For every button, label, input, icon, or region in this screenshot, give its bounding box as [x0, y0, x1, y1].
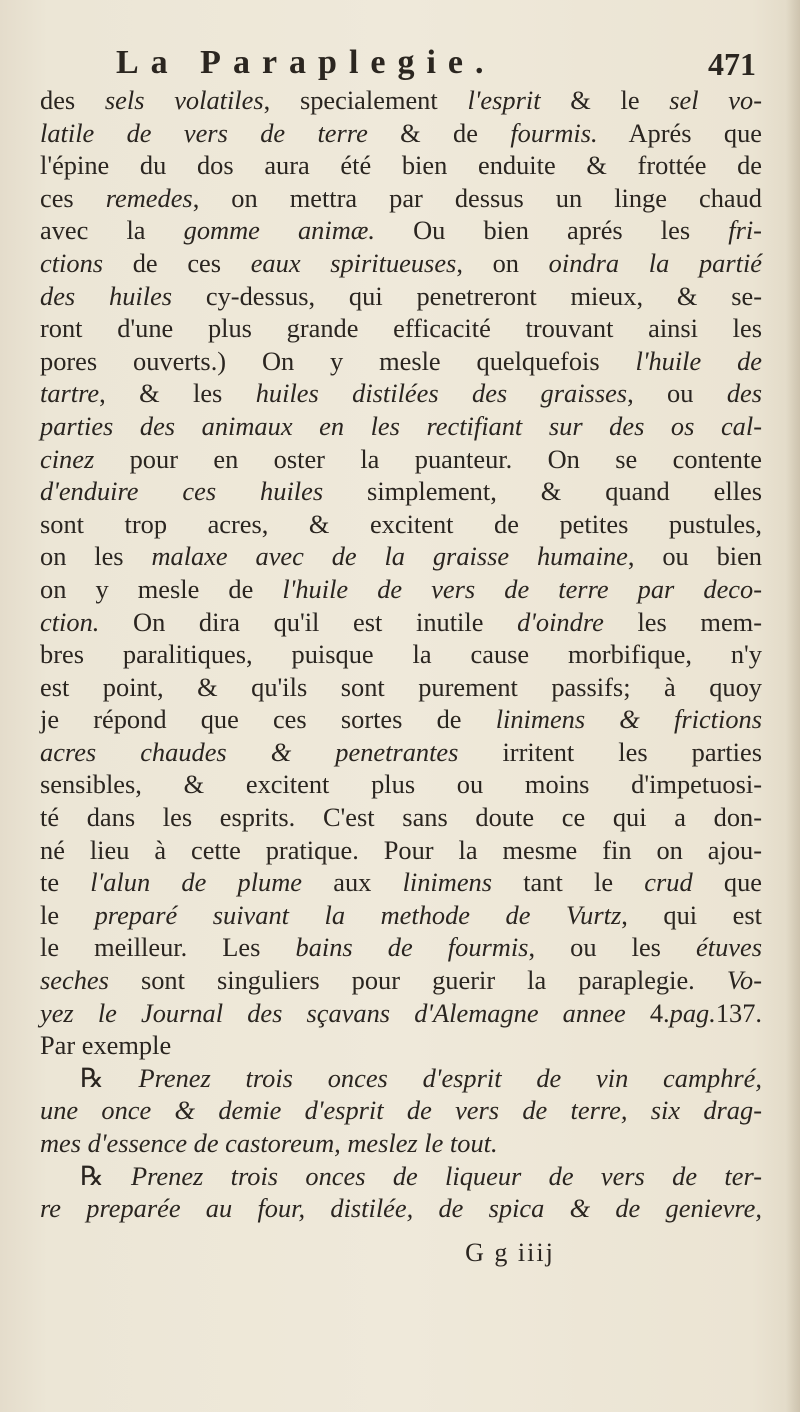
italic-text: Vo-: [726, 965, 762, 996]
italic-text: l'huile de vers de terre par deco-: [282, 573, 762, 604]
text-line: [40, 964, 762, 997]
roman-text: pour en oster la puanteur. On se contente: [94, 443, 762, 474]
italic-text: linimens: [402, 867, 492, 898]
italic-text: fri-: [728, 215, 762, 246]
roman-text: sont trop acres, & excitent de petites pustules,: [40, 508, 762, 539]
roman-text: le: [40, 899, 95, 930]
italic-text: d'enduire ces huiles: [40, 476, 324, 507]
italic-text: mes d'essence de castoreum, meslez le tout.: [40, 1128, 498, 1158]
text-line: [40, 768, 762, 801]
roman-text: , ou les: [528, 932, 697, 963]
italic-text: des huiles: [40, 280, 173, 311]
paragraph: [40, 84, 762, 1225]
roman-text: Par exemple: [40, 1030, 172, 1061]
italic-text: oindra la partié: [548, 247, 762, 278]
roman-text: , & les: [99, 378, 256, 409]
text-line: [40, 638, 762, 671]
italic-text: crud: [644, 867, 693, 898]
italic-text: pag.: [669, 997, 716, 1028]
roman-text: sensibles, & excitent plus ou moins d'impetuosi-: [40, 769, 762, 800]
italic-text: sels volatiles: [104, 85, 264, 115]
roman-text: Aprés que: [597, 117, 762, 148]
text-line: [40, 1094, 762, 1127]
roman-text: on les: [40, 541, 152, 572]
roman-text: des: [40, 85, 105, 115]
roman-text: ℞: [80, 1062, 139, 1093]
text-line: [40, 508, 762, 541]
roman-text: , on: [456, 247, 549, 278]
text-line: [40, 149, 762, 182]
text-line: [40, 1062, 762, 1095]
text-line: [40, 443, 762, 476]
italic-text: cinez: [40, 443, 95, 474]
body-text: [40, 84, 762, 1225]
roman-text: , qui est: [621, 899, 762, 930]
text-line: [40, 182, 762, 215]
italic-text: l'alun de plume: [90, 867, 303, 898]
italic-text: parties des animaux en les rectifiant sur des os cal-: [40, 410, 762, 441]
page-edge-shadow: [786, 0, 800, 1412]
text-line: [40, 280, 762, 313]
roman-text: de ces: [103, 247, 251, 278]
italic-text: ctions: [40, 247, 104, 278]
roman-text: ront d'une plus grande efficacité trouvant ainsi les: [40, 313, 762, 344]
signature-mark: G g iiij: [465, 1238, 555, 1267]
roman-text: te: [40, 867, 91, 898]
italic-text: re preparée au four, distilée, de spica & de genievre,: [40, 1193, 762, 1224]
italic-text: seches: [40, 965, 109, 996]
text-line: [40, 410, 762, 443]
roman-text: né lieu à cette pratique. Pour la mesme fin on ajou-: [40, 834, 762, 865]
roman-text: , on mettra par dessus un linge chaud: [192, 182, 762, 213]
roman-text: est point, & qu'ils sont purement passifs; à quoy: [40, 671, 762, 702]
italic-text: eaux spiritueuses: [250, 247, 457, 278]
roman-text: tant le: [492, 867, 645, 898]
italic-text: d'oindre: [517, 606, 604, 637]
text-line: [40, 997, 762, 1030]
page-header: [40, 42, 760, 86]
text-line: [40, 834, 762, 867]
roman-text: & de: [367, 117, 511, 148]
italic-text: preparé suivant la methode de Vurtz: [94, 899, 622, 930]
italic-text: ction.: [40, 606, 100, 637]
roman-text: irritent les parties: [458, 736, 762, 767]
roman-text: l'épine du dos aura été bien enduite & frottée de: [40, 150, 762, 181]
italic-text: une once & demie d'esprit de vers de terre, six drag-: [40, 1095, 762, 1126]
text-line: [40, 931, 762, 964]
text-line: [40, 1127, 762, 1160]
text-line: [40, 377, 762, 410]
roman-text: té dans les esprits. C'est sans doute ce qui a don-: [40, 802, 762, 833]
text-line: [40, 475, 762, 508]
roman-text: , ou bien: [627, 541, 763, 572]
text-line: [40, 214, 762, 247]
text-line: [40, 606, 762, 639]
text-line: [40, 540, 762, 573]
roman-text: ℞: [80, 1160, 131, 1191]
italic-text: bains de fourmis: [295, 932, 529, 963]
roman-text: les mem-: [603, 606, 762, 637]
roman-text: ces: [40, 182, 106, 213]
text-line: [40, 703, 762, 736]
text-line: [40, 84, 762, 117]
italic-text: sel vo-: [669, 85, 762, 115]
italic-text: Prenez trois onces d'esprit de vin camphré,: [138, 1062, 762, 1093]
roman-text: On dira qu'il est inutile: [99, 606, 518, 637]
italic-text: des: [726, 378, 763, 409]
italic-text: huiles distilées des graisses: [255, 378, 628, 409]
text-line: [40, 1160, 762, 1193]
roman-text: que: [692, 867, 762, 898]
italic-text: latile de vers de terre: [40, 117, 368, 148]
italic-text: Prenez trois onces de liqueur de vers de ter-: [131, 1160, 762, 1191]
italic-text: linimens & frictions: [495, 704, 762, 735]
text-line: [40, 1029, 762, 1062]
roman-text: avec la: [40, 215, 184, 246]
page-number: 471: [708, 46, 756, 82]
italic-text: tartre: [40, 378, 100, 409]
text-line: [40, 1192, 762, 1225]
italic-text: remedes: [105, 182, 193, 213]
text-line: [40, 736, 762, 769]
text-line: [40, 247, 762, 280]
roman-text: & le: [540, 85, 670, 115]
italic-text: yez le Journal des sçavans d'Alemagne annee: [40, 997, 626, 1028]
roman-text: je répond que ces sortes de: [40, 704, 496, 735]
text-line: [40, 345, 762, 378]
roman-text: pores ouverts.) On y mesle quelquefois: [40, 345, 636, 376]
italic-text: l'huile de: [635, 345, 762, 376]
text-line: [40, 312, 762, 345]
italic-text: fourmis.: [510, 117, 598, 148]
text-line: [40, 671, 762, 704]
text-line: [40, 866, 762, 899]
roman-text: , specialement: [263, 85, 468, 115]
roman-text: aux: [302, 867, 403, 898]
italic-text: gomme animæ.: [183, 215, 375, 246]
italic-text: acres chaudes & penetrantes: [40, 736, 459, 767]
roman-text: , ou: [627, 378, 727, 409]
roman-text: on y mesle de: [40, 573, 283, 604]
roman-text: sont singuliers pour guerir la paraplegie.: [108, 965, 727, 996]
roman-text: 4.: [625, 997, 670, 1028]
roman-text: Ou bien aprés les: [374, 215, 729, 246]
roman-text: le meilleur. Les: [40, 932, 296, 963]
roman-text: bres paralitiques, puisque la cause morbifique, n'y: [40, 639, 762, 670]
italic-text: l'esprit: [467, 85, 541, 115]
text-line: [40, 899, 762, 932]
roman-text: simplement, & quand elles: [323, 476, 763, 507]
text-line: [40, 573, 762, 606]
italic-text: étuves: [696, 932, 762, 963]
text-line: [40, 801, 762, 834]
running-head: La Paraplegie.: [116, 44, 496, 81]
italic-text: malaxe avec de la graisse humaine: [151, 541, 628, 572]
text-line: [40, 117, 762, 150]
roman-text: 137.: [715, 997, 762, 1028]
roman-text: cy-dessus, qui penetreront mieux, & se-: [172, 280, 762, 311]
